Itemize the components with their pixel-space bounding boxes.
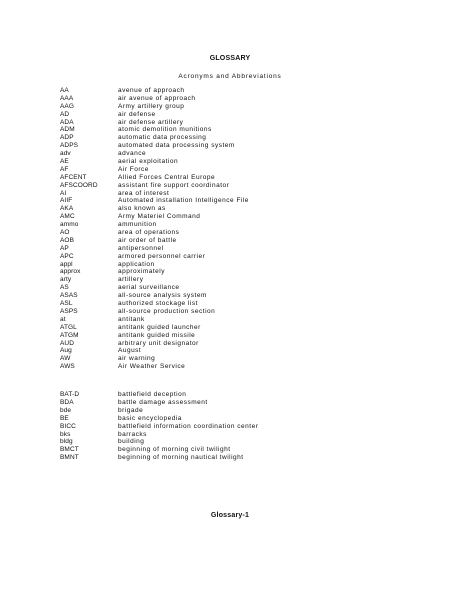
glossary-entry <box>60 197 440 205</box>
glossary-entry <box>60 347 440 355</box>
glossary-entry <box>60 205 440 213</box>
entry-abbreviation: AWS <box>60 363 75 371</box>
glossary-entry <box>60 363 440 371</box>
entry-abbreviation: bks <box>60 430 71 438</box>
entry-definition: advance <box>118 150 147 158</box>
entry-definition: avenue of approach <box>118 87 185 94</box>
glossary-entry <box>60 213 440 221</box>
entry-definition: automated data processing system <box>118 142 235 150</box>
entry-abbreviation: appl <box>60 260 73 268</box>
entry-abbreviation: AMC <box>60 213 75 221</box>
entry-definition: Army artillery group <box>118 102 185 110</box>
entry-definition: application <box>118 260 155 268</box>
entry-abbreviation: AS <box>60 284 69 292</box>
entry-definition: authorized stockage list <box>118 300 198 308</box>
entry-definition: aerial exploitation <box>118 158 179 166</box>
glossary-entry <box>60 221 440 229</box>
glossary-entry <box>60 423 440 431</box>
entry-definition: battle damage assessment <box>118 398 208 406</box>
entry-abbreviation: AIIF <box>60 197 73 205</box>
entry-definition: Air Weather Service <box>118 363 186 371</box>
entry-abbreviation: at <box>60 315 66 323</box>
glossary-entry <box>60 166 440 174</box>
entry-definition: automatic data processing <box>118 134 207 142</box>
entry-definition: antitank guided missile <box>118 331 196 339</box>
glossary-entry <box>60 292 440 300</box>
entry-definition: assistant fire support coordinator <box>118 181 230 189</box>
glossary-entry <box>60 355 440 363</box>
entry-abbreviation: AFSCOORD <box>60 181 98 189</box>
entry-abbreviation: AUD <box>60 339 75 347</box>
glossary-entry <box>60 399 440 407</box>
entry-definition: antipersonnel <box>118 244 164 252</box>
entry-abbreviation: BMCT <box>60 446 79 454</box>
entry-abbreviation: bde <box>60 406 72 414</box>
entry-definition: antitank guided launcher <box>118 323 201 331</box>
glossary-entry <box>60 253 440 261</box>
glossary-entry <box>60 284 440 292</box>
glossary-entry <box>60 454 440 462</box>
glossary-entry <box>60 103 440 111</box>
entry-definition: beginning of morning civil twilight <box>118 446 231 454</box>
glossary-entry <box>60 245 440 253</box>
entry-abbreviation: ADM <box>60 126 75 134</box>
entry-abbreviation: ASL <box>60 300 73 308</box>
entry-abbreviation: ADA <box>60 118 74 126</box>
entry-definition: battlefield information coordination center <box>118 422 259 430</box>
entry-definition: Army Materiel Command <box>118 213 201 221</box>
entry-abbreviation: AD <box>60 110 70 118</box>
entry-abbreviation: adv <box>60 150 71 158</box>
glossary-entry <box>60 300 440 308</box>
glossary-entry <box>60 134 440 142</box>
entry-definition: approximately <box>118 268 165 276</box>
glossary-entry <box>60 446 440 454</box>
entry-definition: Automated installation Intelligence File <box>118 197 249 205</box>
glossary-entry <box>60 332 440 340</box>
entry-definition: air defense artillery <box>118 118 184 126</box>
entry-abbreviation: approx <box>60 268 81 276</box>
entry-definition: beginning of morning nautical twilight <box>118 454 244 462</box>
entry-abbreviation: AKA <box>60 205 74 213</box>
entry-abbreviation: ADP <box>60 134 74 142</box>
entry-definition: air avenue of approach <box>118 94 196 102</box>
entry-abbreviation: AAA <box>60 94 74 102</box>
glossary-entries <box>60 87 440 462</box>
entry-abbreviation: arty <box>60 276 72 284</box>
entry-abbreviation: AAG <box>60 102 75 110</box>
entry-definition: barracks <box>118 430 147 438</box>
glossary-entry <box>60 150 440 158</box>
glossary-entry <box>60 276 440 284</box>
glossary-entry <box>60 407 440 415</box>
glossary-entry <box>60 142 440 150</box>
entry-abbreviation: ASPS <box>60 307 78 315</box>
entry-abbreviation: ammo <box>60 221 79 229</box>
entry-definition: basic encyclopedia <box>118 414 182 422</box>
entry-definition: building <box>118 438 145 446</box>
glossary-entry <box>60 415 440 423</box>
glossary-entry <box>60 438 440 446</box>
entry-definition: also known as <box>118 205 166 213</box>
entry-definition: ammunition <box>118 221 157 229</box>
page-title: GLOSSARY <box>209 55 251 62</box>
entry-definition: all-source production section <box>118 307 216 315</box>
glossary-entry <box>60 119 440 127</box>
glossary-entry <box>60 431 440 439</box>
entry-definition: brigade <box>118 406 144 414</box>
entry-definition: August <box>118 347 142 355</box>
glossary-entry <box>60 182 440 190</box>
glossary-entry <box>60 174 440 182</box>
glossary-entry <box>60 126 440 134</box>
entry-abbreviation: AO <box>60 229 70 237</box>
entry-definition: battlefield deception <box>118 391 187 399</box>
entry-abbreviation: BE <box>60 414 69 422</box>
entry-definition: air warning <box>118 355 156 363</box>
entry-definition: Air Force <box>118 165 149 173</box>
entry-abbreviation: BAT-D <box>60 391 80 399</box>
entry-definition: air order of battle <box>118 236 177 244</box>
entry-abbreviation: BMNT <box>60 454 79 462</box>
glossary-entry <box>60 261 440 269</box>
entry-abbreviation: Aug <box>60 347 72 355</box>
entry-definition: all-source analysis system <box>118 292 207 300</box>
entry-definition: Allied Forces Central Europe <box>118 173 216 181</box>
glossary-entry <box>60 237 440 245</box>
glossary-entry <box>60 308 440 316</box>
glossary-entry <box>60 391 440 399</box>
entry-abbreviation: AE <box>60 158 69 166</box>
group-spacer <box>60 371 440 391</box>
entry-definition: aerial surveillance <box>118 284 180 292</box>
entry-abbreviation: AW <box>60 355 71 363</box>
entry-abbreviation: ADPS <box>60 142 79 150</box>
entry-abbreviation: ATGM <box>60 331 79 339</box>
entry-abbreviation: BICC <box>60 422 76 430</box>
entry-abbreviation: ATGL <box>60 323 77 331</box>
entry-definition: atomic demolition munitions <box>118 126 212 134</box>
entry-definition: air defense <box>118 110 156 118</box>
glossary-entry <box>60 158 440 166</box>
entry-abbreviation: AP <box>60 244 69 252</box>
glossary-entry <box>60 95 440 103</box>
entry-definition: antitank <box>118 315 145 323</box>
glossary-entry <box>60 190 440 198</box>
page-footer: Glossary-1 <box>210 512 250 519</box>
glossary-entry <box>60 229 440 237</box>
entry-abbreviation: APC <box>60 252 74 260</box>
page-subtitle: Acronyms and Abbreviations <box>178 73 282 80</box>
entry-abbreviation: bldg <box>60 438 73 446</box>
entry-definition: area of operations <box>118 229 180 237</box>
entry-abbreviation: AOB <box>60 236 75 244</box>
entry-abbreviation: BDA <box>60 398 74 406</box>
entry-definition: armored personnel carrier <box>118 252 206 260</box>
entry-abbreviation: AA <box>60 87 69 94</box>
glossary-entry <box>60 268 440 276</box>
entry-definition: artillery <box>118 276 144 284</box>
entry-definition: arbitrary unit designator <box>118 339 199 347</box>
entry-abbreviation: ASAS <box>60 292 78 300</box>
entry-abbreviation: AFCENT <box>60 173 87 181</box>
glossary-entry <box>60 316 440 324</box>
entry-abbreviation: AI <box>60 189 67 197</box>
glossary-entry <box>60 340 440 348</box>
entry-definition: area of interest <box>118 189 170 197</box>
glossary-entry <box>60 111 440 119</box>
glossary-entry <box>60 87 440 95</box>
entry-abbreviation: AF <box>60 165 69 173</box>
glossary-entry <box>60 324 440 332</box>
